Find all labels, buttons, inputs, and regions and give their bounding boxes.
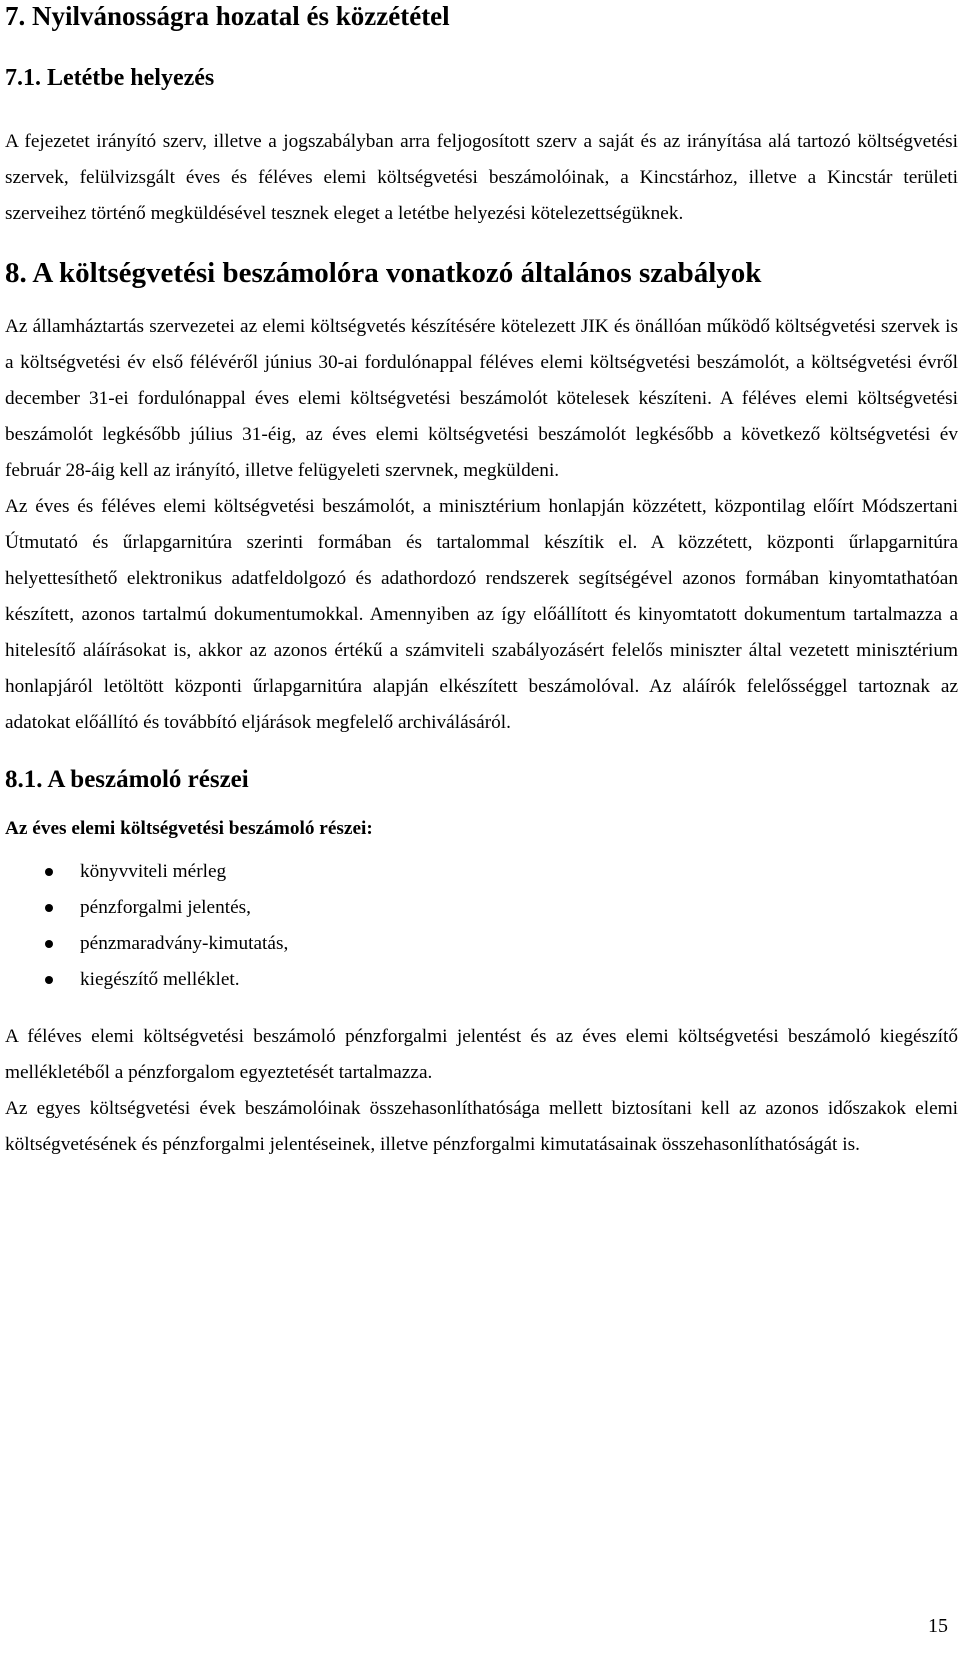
- list-item-text: könyvviteli mérleg: [80, 861, 227, 882]
- section-8-1-heading: 8.1. A beszámoló részei: [5, 766, 249, 793]
- list-item-text: kiegészítő melléklet.: [80, 969, 240, 990]
- bullet-icon: [45, 940, 53, 948]
- list-item: [5, 962, 958, 998]
- section-8-paragraph-1: Az államháztartás szervezetei az elemi költségvetés készítésére kötelezett JIK és önállóan működő költségvetési szervek is a költségvetési év első félévéről június 30-ai fordulónappal féléves elemi költségvetési beszámolót, a költségvetési évről december 31-ei fordulónappal éves elemi költségvetési beszámolót kötelesek készíteni. A féléves elemi költségvetési beszámolót legkésőbb július 31-éig, az éves elemi költségvetési beszámolót legkésőbb a következő költségvetési év február 28-áig kell az irányító, illetve felügyeleti szervnek, megküldeni.: [5, 316, 958, 481]
- section-8-paragraph-2: Az éves és féléves elemi költségvetési beszámolót, a minisztérium honlapján közzétett, központilag előírt Módszertani Útmutató és űrlapgarnitúra szerinti formában és tartalommal készítik el. A közzétett, központi űrlapgarnitúra helyettesíthető elektronikus adatfeldolgozó és adathordozó rendszerek segítségével azonos formában kinyomtathatóan készített, azonos tartalmú dokumentumokkal. Amennyiben az így előállított és kinyomtatott dokumentum tartalmazza a hitelesítő aláírásokat is, akkor az azonos értékű a számviteli szabályozásért felelős miniszter által vezetett minisztérium honlapjáról letöltött központi űrlapgarnitúra alapján elkészített beszámolóval. Az aláírók felelősséggel tartoznak az adatokat előállító és továbbító eljárások megfelelő archiválásáról.: [5, 496, 958, 733]
- bullet-icon: [45, 904, 53, 912]
- bullet-icon: [45, 868, 53, 876]
- list-item: [5, 926, 958, 962]
- list-item: [5, 854, 958, 890]
- section-8-1-paragraph-1: A féléves elemi költségvetési beszámoló pénzforgalmi jelentést és az éves elemi költségvetési beszámoló kiegészítő mellékletéből a pénzforgalom egyeztetését tartalmazza.: [5, 1026, 958, 1083]
- report-parts-heading: Az éves elemi költségvetési beszámoló részei:: [5, 818, 373, 839]
- section-7-1-heading: 7.1. Letétbe helyezés: [5, 65, 215, 91]
- bullet-icon: [45, 976, 53, 984]
- list-item: [5, 890, 958, 926]
- report-parts-list: [5, 854, 958, 998]
- list-item-text: pénzmaradvány-kimutatás,: [80, 933, 289, 954]
- page-number: 15: [928, 1615, 948, 1637]
- section-8-1-paragraph-2: Az egyes költségvetési évek beszámolóinak összehasonlíthatósága mellett biztosítani kell az azonos időszakok elemi költségvetésének és pénzforgalmi jelentéseinek, illetve pénzforgalmi kimutatásainak összehasonlíthatóságát is.: [5, 1098, 958, 1155]
- chapter-heading: 7. Nyilvánosságra hozatal és közzététel: [5, 1, 450, 31]
- list-item-text: pénzforgalmi jelentés,: [80, 897, 251, 918]
- document-page: [5, 0, 958, 1163]
- section-7-1-paragraph: A fejezetet irányító szerv, illetve a jogszabályban arra feljogosított szerv a saját és az irányítása alá tartozó költségvetési szervek, felülvizsgált éves és féléves elemi költségvetési beszámolóinak, a Kincstárhoz, illetve a Kincstár területi szerveihez történő megküldésével tesznek eleget a letétbe helyezési kötelezettségüknek.: [5, 131, 958, 224]
- section-8-heading: 8. A költségvetési beszámolóra vonatkozó általános szabályok: [5, 257, 762, 289]
